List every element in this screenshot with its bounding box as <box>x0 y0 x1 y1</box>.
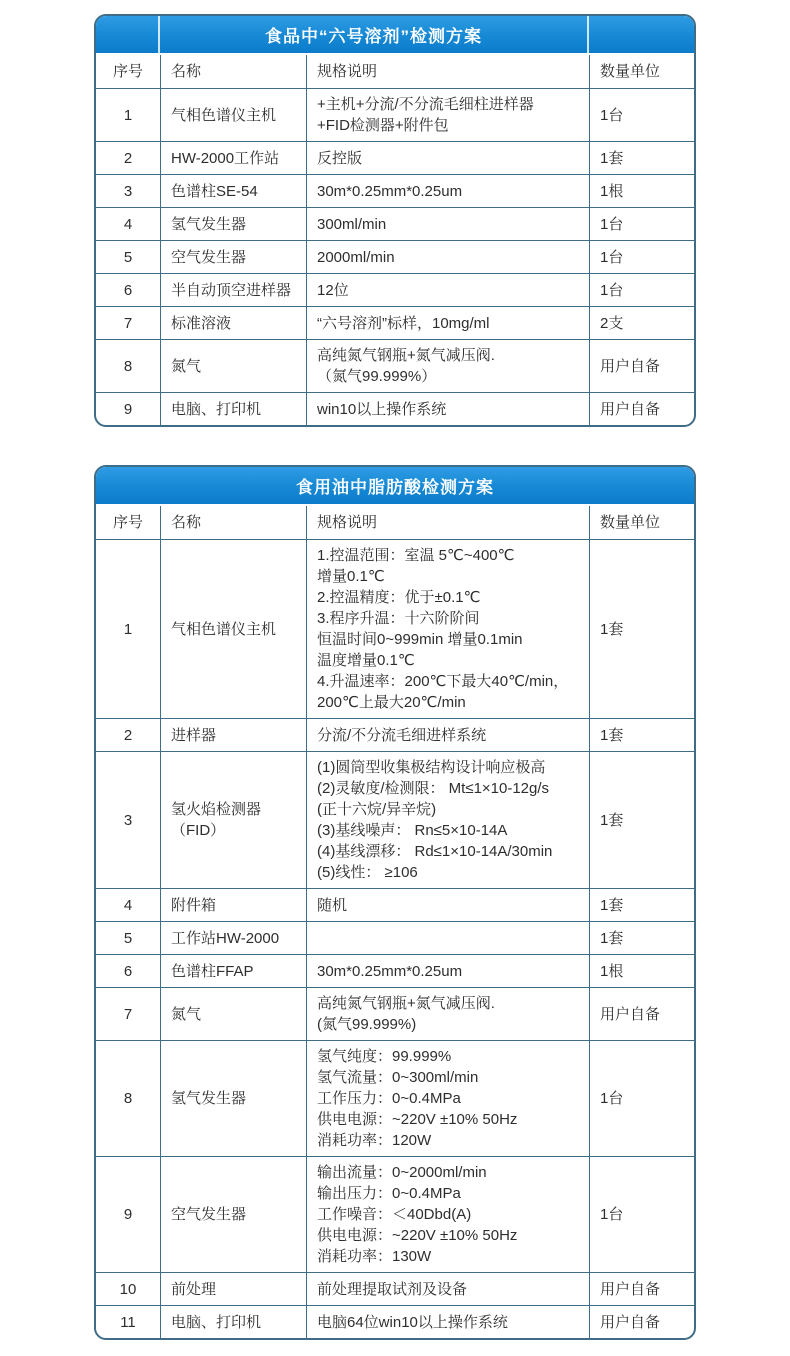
item-qty-cell: 1根 <box>589 955 694 987</box>
spec-line: 反控版 <box>317 149 363 167</box>
item-name-cell: 氮气 <box>160 340 306 392</box>
table-title: 食用油中脂肪酸检测方案 <box>296 478 494 497</box>
item-name-cell: 进样器 <box>160 719 306 751</box>
item-qty-cell: 1套 <box>589 142 694 174</box>
item-name-cell: 电脑、打印机 <box>160 393 306 425</box>
spec-line: （氮气99.999%） <box>317 368 437 385</box>
item-spec-cell <box>306 274 589 306</box>
table-row <box>96 392 694 425</box>
spec-line: 前处理提取试剂及设备 <box>317 1280 468 1298</box>
column-header-qty: 数量单位 <box>589 506 694 539</box>
spec-line: 供电电源：~220V ±10% 50Hz <box>317 1111 518 1128</box>
column-header-no: 序号 <box>112 514 143 531</box>
title-spacer-right <box>589 16 694 53</box>
spec-line: 2.控温精度：优于±0.1℃ <box>317 589 481 606</box>
item-qty-cell: 用户自备 <box>589 1306 694 1338</box>
spec-line: 工作压力：0~0.4MPa <box>317 1090 461 1107</box>
spec-line: +主机+分流/不分流毛细柱进样器 <box>317 96 534 113</box>
table-title: 食品中“六号溶剂”检测方案 <box>160 16 589 53</box>
table-row <box>96 88 694 141</box>
item-spec-cell <box>306 752 589 888</box>
item-name-cell: 前处理 <box>160 1273 306 1305</box>
table-title-band <box>96 16 694 55</box>
row-number-cell: 6 <box>123 962 133 980</box>
table-row <box>96 921 694 954</box>
item-spec-cell <box>306 889 589 921</box>
solvent-scheme-table <box>94 14 696 427</box>
spec-line: 1.控温范围：室温 5℃~400℃ <box>317 547 515 564</box>
row-number-cell: 7 <box>123 1005 133 1023</box>
spec-line: 300ml/min <box>317 215 387 233</box>
item-spec-cell <box>306 340 589 392</box>
item-name-cell: 色谱柱FFAP <box>160 955 306 987</box>
item-qty-cell: 1套 <box>589 719 694 751</box>
item-qty-cell: 2支 <box>589 307 694 339</box>
fatty-acid-scheme-table <box>94 465 696 1340</box>
table-row <box>96 987 694 1040</box>
spec-line: +FID检测器+附件包 <box>317 117 449 134</box>
table-row <box>96 273 694 306</box>
spec-line: (4)基线漂移： Rd≤1×10-14A/30min <box>317 843 553 860</box>
row-number-cell: 2 <box>123 726 133 744</box>
spec-line: 高纯氮气钢瓶+氮气减压阀. <box>317 995 495 1012</box>
row-number-cell: 7 <box>123 314 133 332</box>
item-qty-cell: 用户自备 <box>589 340 694 392</box>
row-number-cell: 9 <box>123 400 133 418</box>
spec-line: 温度增量0.1℃ <box>317 652 415 669</box>
table-row <box>96 339 694 392</box>
spec-line: 供电电源：~220V ±10% 50Hz <box>317 1227 518 1244</box>
item-qty-cell: 1台 <box>589 89 694 141</box>
spec-line: 4.升温速率：200℃下最大40℃/min， <box>317 673 569 690</box>
item-qty-cell: 1台 <box>589 208 694 240</box>
item-qty-cell: 1台 <box>589 1041 694 1156</box>
item-qty-cell: 1台 <box>589 1157 694 1272</box>
spec-line: 2000ml/min <box>317 248 395 266</box>
item-name-cell: 气相色谱仪主机 <box>160 540 306 718</box>
item-spec-cell <box>306 142 589 174</box>
table-row <box>96 306 694 339</box>
table-row <box>96 954 694 987</box>
item-qty-cell: 1台 <box>589 274 694 306</box>
table-row <box>96 1272 694 1305</box>
item-spec-cell <box>306 175 589 207</box>
row-number-cell: 8 <box>123 357 133 375</box>
column-header-name: 名称 <box>160 506 306 539</box>
row-number-cell: 5 <box>123 929 133 947</box>
spec-line: 分流/不分流毛细进样系统 <box>317 726 487 744</box>
row-number-cell: 4 <box>123 215 133 233</box>
column-header-qty: 数量单位 <box>589 55 694 88</box>
item-name-cell: 空气发生器 <box>160 241 306 273</box>
spec-line: 输出压力：0~0.4MPa <box>317 1185 461 1202</box>
row-number-cell: 3 <box>123 182 133 200</box>
row-number-cell: 1 <box>123 106 133 124</box>
column-header-name: 名称 <box>160 55 306 88</box>
spec-line: 氢气纯度：99.999% <box>317 1048 452 1065</box>
item-name-cell: 电脑、打印机 <box>160 1306 306 1338</box>
column-header-row <box>96 506 694 539</box>
item-name-cell: 氮气 <box>160 988 306 1040</box>
item-name-cell: HW-2000工作站 <box>160 142 306 174</box>
item-spec-cell <box>306 922 589 954</box>
spec-line: (氮气99.999%) <box>317 1016 417 1033</box>
spec-line: (1)圆筒型收集极结构设计响应极高 <box>317 759 546 776</box>
item-qty-cell: 1套 <box>589 752 694 888</box>
spec-line: 电脑64位win10以上操作系统 <box>317 1313 508 1331</box>
title-spacer-left <box>96 16 160 53</box>
spec-line: 工作噪音：＜40Dbd(A) <box>317 1206 472 1223</box>
spec-line: 12位 <box>317 281 349 299</box>
row-number-cell: 9 <box>123 1206 133 1223</box>
row-number-cell: 6 <box>123 281 133 299</box>
item-spec-cell <box>306 1306 589 1338</box>
item-qty-cell: 1根 <box>589 175 694 207</box>
spec-line: 输出流量：0~2000ml/min <box>317 1164 487 1181</box>
table-row <box>96 1156 694 1272</box>
row-number-cell: 2 <box>123 149 133 167</box>
spec-line: 氢气流量：0~300ml/min <box>317 1069 479 1086</box>
spec-line: win10以上操作系统 <box>317 400 447 418</box>
table-body <box>96 88 694 425</box>
item-name-cell: 附件箱 <box>160 889 306 921</box>
row-number-cell: 4 <box>123 896 133 914</box>
table-row <box>96 1305 694 1338</box>
spec-line: 消耗功率：120W <box>317 1132 432 1149</box>
spec-line: (正十六烷/异辛烷) <box>317 801 437 818</box>
item-spec-cell <box>306 208 589 240</box>
item-spec-cell <box>306 955 589 987</box>
item-qty-cell: 用户自备 <box>589 988 694 1040</box>
table-row <box>96 174 694 207</box>
spec-line: “六号溶剂”标样，10mg/ml <box>317 314 490 332</box>
item-spec-cell <box>306 1041 589 1156</box>
row-number-cell: 8 <box>123 1090 133 1107</box>
column-header-spec: 规格说明 <box>306 55 589 88</box>
spec-line: (2)灵敏度/检测限： Mt≤1×10-12g/s <box>317 780 550 797</box>
column-header-no: 序号 <box>112 63 143 80</box>
table-row <box>96 888 694 921</box>
item-name-cell: 氢气发生器 <box>160 208 306 240</box>
item-name-cell: 氢火焰检测器（FID） <box>160 752 306 888</box>
item-name-cell: 氢气发生器 <box>160 1041 306 1156</box>
item-qty-cell: 1套 <box>589 922 694 954</box>
item-qty-cell: 1套 <box>589 889 694 921</box>
column-header-spec: 规格说明 <box>306 506 589 539</box>
item-spec-cell <box>306 1273 589 1305</box>
spec-line: 消耗功率：130W <box>317 1248 432 1265</box>
spec-line: 30m*0.25mm*0.25um <box>317 962 463 980</box>
column-header-row <box>96 55 694 88</box>
spec-line: 200℃上最大20℃/min <box>317 694 466 711</box>
spec-line: (5)线性： ≥106 <box>317 864 418 881</box>
item-name-cell: 色谱柱SE-54 <box>160 175 306 207</box>
row-number-cell: 10 <box>119 1280 137 1298</box>
table-row <box>96 240 694 273</box>
spec-line: 30m*0.25mm*0.25um <box>317 182 463 200</box>
item-qty-cell: 用户自备 <box>589 393 694 425</box>
table-row <box>96 718 694 751</box>
row-number-cell: 3 <box>123 811 133 829</box>
spec-line: 恒温时间0~999min 增量0.1min <box>317 631 523 648</box>
item-spec-cell <box>306 988 589 1040</box>
item-qty-cell: 1台 <box>589 241 694 273</box>
item-name-cell: 空气发生器 <box>160 1157 306 1272</box>
row-number-cell: 5 <box>123 248 133 266</box>
item-spec-cell <box>306 393 589 425</box>
table-body <box>96 539 694 1338</box>
spec-line: 3.程序升温：十六阶阶间 <box>317 610 480 627</box>
item-qty-cell: 用户自备 <box>589 1273 694 1305</box>
item-spec-cell <box>306 719 589 751</box>
row-number-cell: 11 <box>120 1313 136 1331</box>
table-row <box>96 539 694 718</box>
spec-line: (3)基线噪声： Rn≤5×10-14A <box>317 822 508 839</box>
table-row <box>96 141 694 174</box>
item-spec-cell <box>306 241 589 273</box>
item-name-cell: 气相色谱仪主机 <box>160 89 306 141</box>
table-row <box>96 751 694 888</box>
item-qty-cell: 1套 <box>589 540 694 718</box>
spec-line: 高纯氮气钢瓶+氮气减压阀. <box>317 347 495 364</box>
item-name-cell: 工作站HW-2000 <box>160 922 306 954</box>
item-spec-cell <box>306 307 589 339</box>
item-name-cell: 半自动顶空进样器 <box>160 274 306 306</box>
spec-line: 增量0.1℃ <box>317 568 385 585</box>
row-number-cell: 1 <box>123 620 133 638</box>
item-spec-cell <box>306 540 589 718</box>
spec-line: 随机 <box>317 896 348 914</box>
item-name-cell: 标准溶液 <box>160 307 306 339</box>
item-spec-cell <box>306 89 589 141</box>
table-title-band <box>96 467 694 506</box>
table-row <box>96 207 694 240</box>
table-row <box>96 1040 694 1156</box>
item-spec-cell <box>306 1157 589 1272</box>
